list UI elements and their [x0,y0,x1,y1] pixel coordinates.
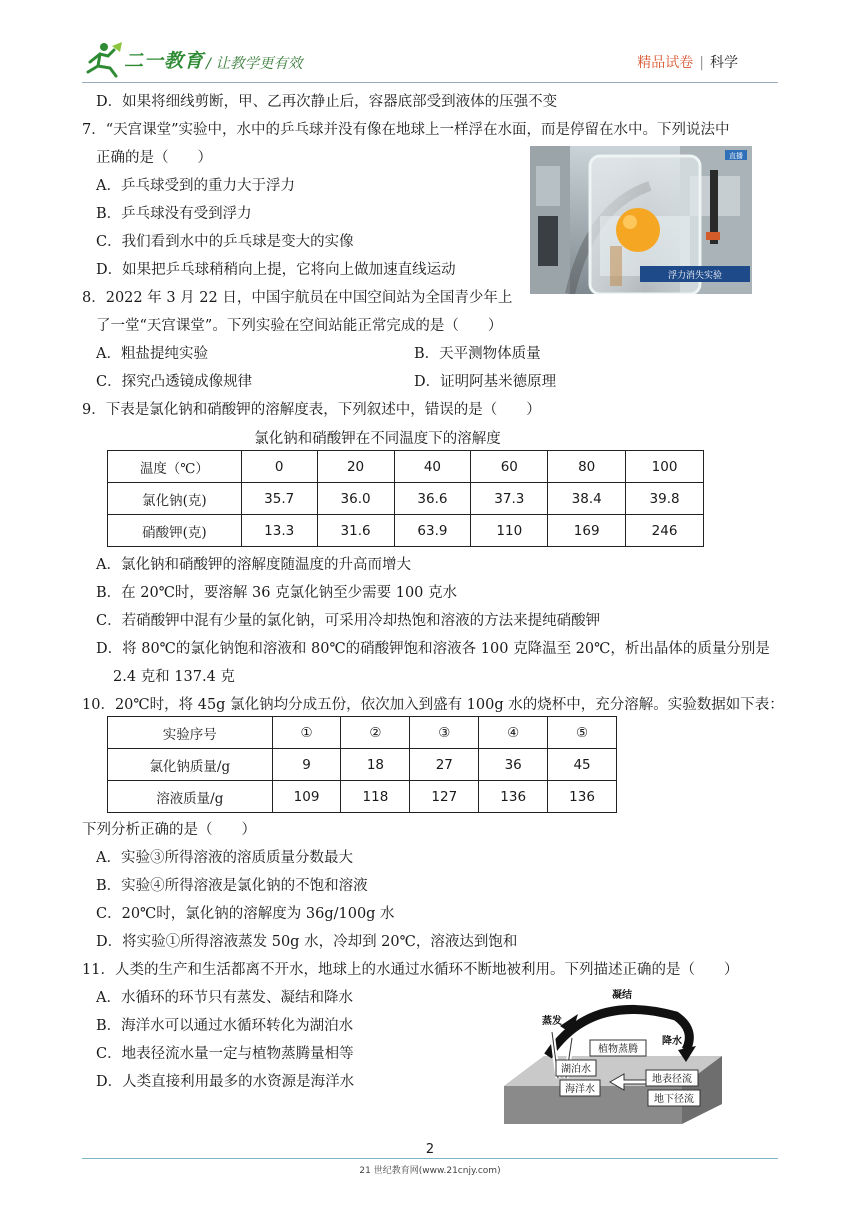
table-cell: 80 [548,451,626,483]
slogan: / 让教学更有效 [206,56,303,72]
table-cell: 氯化钠质量/g [108,749,273,781]
photo-caption: 浮力消失实验 [667,271,723,281]
table-cell: ③ [410,717,479,749]
brand-name: 二一教育 [124,50,205,72]
q11-option-a: A．水循环的环节只有蒸发、凝结和降水 [96,990,353,1006]
label-surface: 地表径流 [652,1074,692,1085]
table-cell: 27 [410,749,479,781]
footer-divider [82,1158,778,1159]
q11-stem: 11．人类的生产和生活都离不开水，地球上的水通过水循环不断地被利用。下列描述正确的是（ ） [82,962,739,978]
label-transpire: 植物蒸腾 [598,1044,638,1055]
space-station-photo [530,146,752,294]
table-row [108,717,617,749]
table-cell: 100 [626,451,704,483]
q7-option-a: A．乒乓球受到的重力大于浮力 [96,178,295,194]
page-number: 2 [425,1142,435,1157]
table-cell: 136 [548,781,617,813]
table-row [108,483,704,515]
table-cell: 13.3 [241,515,317,547]
table-cell: 40 [394,451,471,483]
q7-option-c: C．我们看到水中的乒乓球是变大的实像 [96,234,354,250]
q9-option-c: C．若硝酸钾中混有少量的氯化钠，可采用冷却热饱和溶液的方法来提纯硝酸钾 [96,613,601,629]
water-cycle-diagram [500,986,722,1126]
footer-site: 21 世纪教育网(www.21cnjy.com) [359,1166,501,1176]
q11-option-c: C．地表径流水量一定与植物蒸腾量相等 [96,1046,354,1062]
label-evaporate: 蒸发 [542,1016,562,1027]
q7-stem: 7．“天宫课堂”实验中，水中的乒乓球并没有像在地球上一样浮在水面，而是停留在水中。下列说法中 [82,122,730,138]
header-subject: 科学 [710,55,738,71]
q9-table-title: 氯化钠和硝酸钾在不同温度下的溶解度 [254,431,501,447]
table-cell: 0 [241,451,317,483]
q10-option-d: D．将实验①所得溶液蒸发 50g 水，冷却到 20℃，溶液达到饱和 [96,934,518,950]
header-tag: 精品试卷 [637,55,694,71]
photo-tag: 直播 [729,152,743,160]
table-row [108,451,704,483]
table-cell: 硝酸钾(克) [108,515,242,547]
runner-icon [82,40,126,78]
q10-option-b: B．实验④所得溶液是氯化钠的不饱和溶液 [96,878,368,894]
table-cell: 36.6 [394,483,471,515]
q8-option-d: D．证明阿基米德原理 [414,374,557,390]
experiment-table [107,716,617,813]
table-cell: 氯化钠(克) [108,483,242,515]
table-row [108,749,617,781]
q10-option-c: C．20℃时，氯化钠的溶解度为 36g/100g 水 [96,906,395,922]
table-cell: 实验序号 [108,717,273,749]
q11-option-b: B．海洋水可以通过水循环转化为湖泊水 [96,1018,354,1034]
q8-stem: 8．2022 年 3 月 22 日，中国宇航员在中国空间站为全国青少年上 [82,290,513,306]
table-cell: 35.7 [241,483,317,515]
table-cell: 36 [479,749,548,781]
table-cell: 109 [272,781,341,813]
q9-stem: 9．下表是氯化钠和硝酸钾的溶解度表，下列叙述中，错误的是（ ） [82,402,541,418]
q9-option-d: D．将 80℃的氯化钠饱和溶液和 80℃的硝酸钾饱和溶液各 100 克降温至 20℃，析出晶体的质量分别是 [96,641,770,657]
label-precip: 降水 [662,1036,682,1047]
table-cell: 温度（℃） [108,451,242,483]
label-underground: 地下径流 [654,1094,694,1105]
table-cell: 118 [341,781,410,813]
q7-option-b: B．乒乓球没有受到浮力 [96,206,252,222]
q8-option-c: C．探究凸透镜成像规律 [96,374,253,390]
q10-prompt: 下列分析正确的是（ ） [82,822,256,838]
label-lake: 湖泊水 [561,1064,591,1075]
q9-option-d-cont: 2.4 克和 137.4 克 [113,669,235,685]
q11-option-d: D．人类直接利用最多的水资源是海洋水 [96,1074,355,1090]
table-cell: 127 [410,781,479,813]
q8-stem-cont: 了一堂“天宫课堂”。下列实验在空间站能正常完成的是（ ） [96,318,503,334]
table-cell: 110 [471,515,548,547]
q6-option-d: D．如果将细线剪断，甲、乙再次静止后，容器底部受到液体的压强不变 [96,94,558,110]
table-cell: 136 [479,781,548,813]
q8-option-a: A．粗盐提纯实验 [96,346,208,362]
table-cell: 38.4 [548,483,626,515]
solubility-table [107,450,704,547]
q9-option-a: A．氯化钠和硝酸钾的溶解度随温度的升高而增大 [96,557,411,573]
table-cell: 60 [471,451,548,483]
q10-stem: 10．20℃时，将 45g 氯化钠均分成五份，依次加入到盛有 100g 水的烧杯中，充分溶解。实验数据如下表： [82,697,784,713]
q10-option-a: A．实验③所得溶液的溶质质量分数最大 [96,850,353,866]
header-separator: | [699,55,704,71]
table-cell: ① [272,717,341,749]
q8-option-b: B．天平测物体质量 [414,346,541,362]
header-divider [82,82,778,83]
table-cell: 溶液质量/g [108,781,273,813]
table-cell: 36.0 [317,483,394,515]
table-cell: ④ [479,717,548,749]
table-cell: 18 [341,749,410,781]
table-cell: 63.9 [394,515,471,547]
header-right [637,52,738,72]
table-row [108,781,617,813]
table-cell: 37.3 [471,483,548,515]
label-condense: 凝结 [612,990,632,1001]
table-cell: 169 [548,515,626,547]
q7-stem-cont: 正确的是（ ） [96,150,212,166]
table-cell: 246 [626,515,704,547]
q7-option-d: D．如果把乒乓球稍稍向上提，它将向上做加速直线运动 [96,262,456,278]
brand-logo [82,40,212,80]
table-cell: ⑤ [548,717,617,749]
table-cell: 31.6 [317,515,394,547]
table-cell: ② [341,717,410,749]
table-cell: 45 [548,749,617,781]
table-cell: 20 [317,451,394,483]
q9-option-b: B．在 20℃时，要溶解 36 克氯化钠至少需要 100 克水 [96,585,457,601]
table-row [108,515,704,547]
table-cell: 9 [272,749,341,781]
label-ocean: 海洋水 [565,1084,595,1095]
table-cell: 39.8 [626,483,704,515]
page-header [82,40,778,82]
